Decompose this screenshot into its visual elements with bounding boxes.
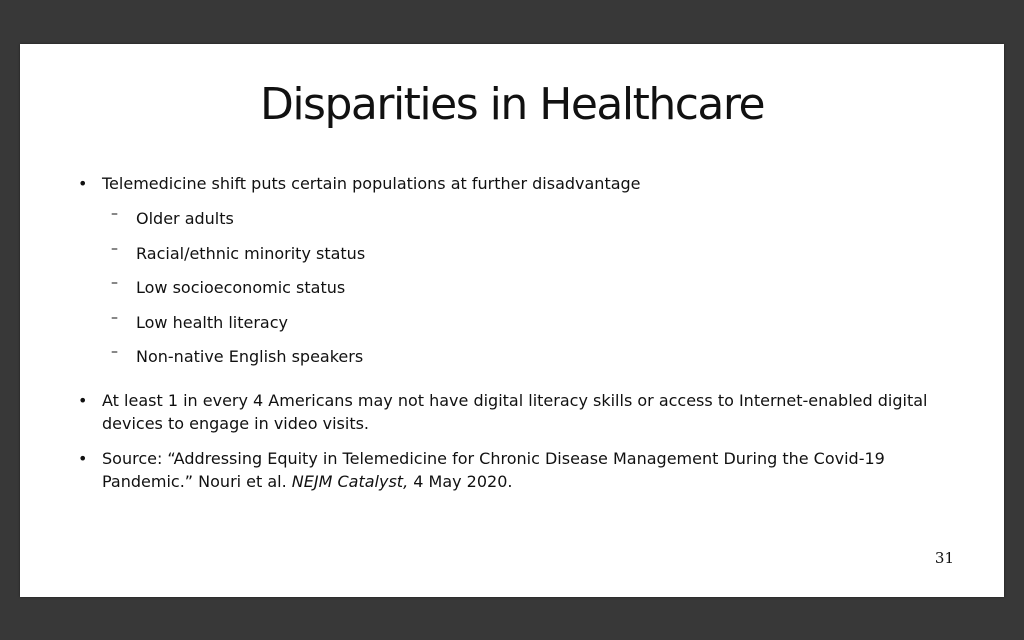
dash-marker: – [111,275,118,291]
dash-marker: – [111,240,118,257]
sub-bullet-text: Racial/ethnic minority status [136,243,366,263]
sub-bullet-text: Non-native English speakers [136,347,364,366]
bullet-source-citation [78,447,958,493]
sub-bullet-text: Low health literacy [136,312,288,332]
sub-bullet-text: Older adults [136,209,234,228]
dash-marker: – [111,206,118,222]
bullet-dot: • [78,390,88,410]
slide [20,44,1004,597]
bullet-text: Telemedicine shift puts certain populations at further disadvantage [102,174,641,193]
source-date: 4 May 2020. [408,471,513,491]
sub-bullet-health-literacy [78,311,958,346]
source-journal: NEJM Catalyst, [291,471,409,491]
bullet-telemedicine-shift [78,172,958,195]
slide-title: Disparities in Healthcare [259,79,765,130]
sub-bullet-text: Low socioeconomic status [136,278,346,297]
bullet-digital-literacy [78,389,958,435]
dash-marker: – [111,344,118,360]
slide-content [78,172,958,505]
bullet-text: At least 1 in every 4 Americans may not have digital literacy skills or access to Internet-enabled digital devices to engage in video visits. [102,390,928,433]
sub-bullet-non-native-english [78,345,958,380]
bullet-dot: • [78,174,88,193]
sub-bullet-socioeconomic [78,276,958,311]
dash-marker: – [111,309,118,326]
source-text: Source: “Addressing Equity in Telemedicine for Chronic Disease Management During the Covid-19 Pandemic.” Nouri et al. [102,448,885,491]
sub-bullet-older-adults [78,207,958,242]
sub-bullet-minority-status [78,242,958,277]
page-number: 31 [934,549,954,567]
sub-bullet-list [78,207,958,380]
bullet-dot: • [78,448,88,468]
